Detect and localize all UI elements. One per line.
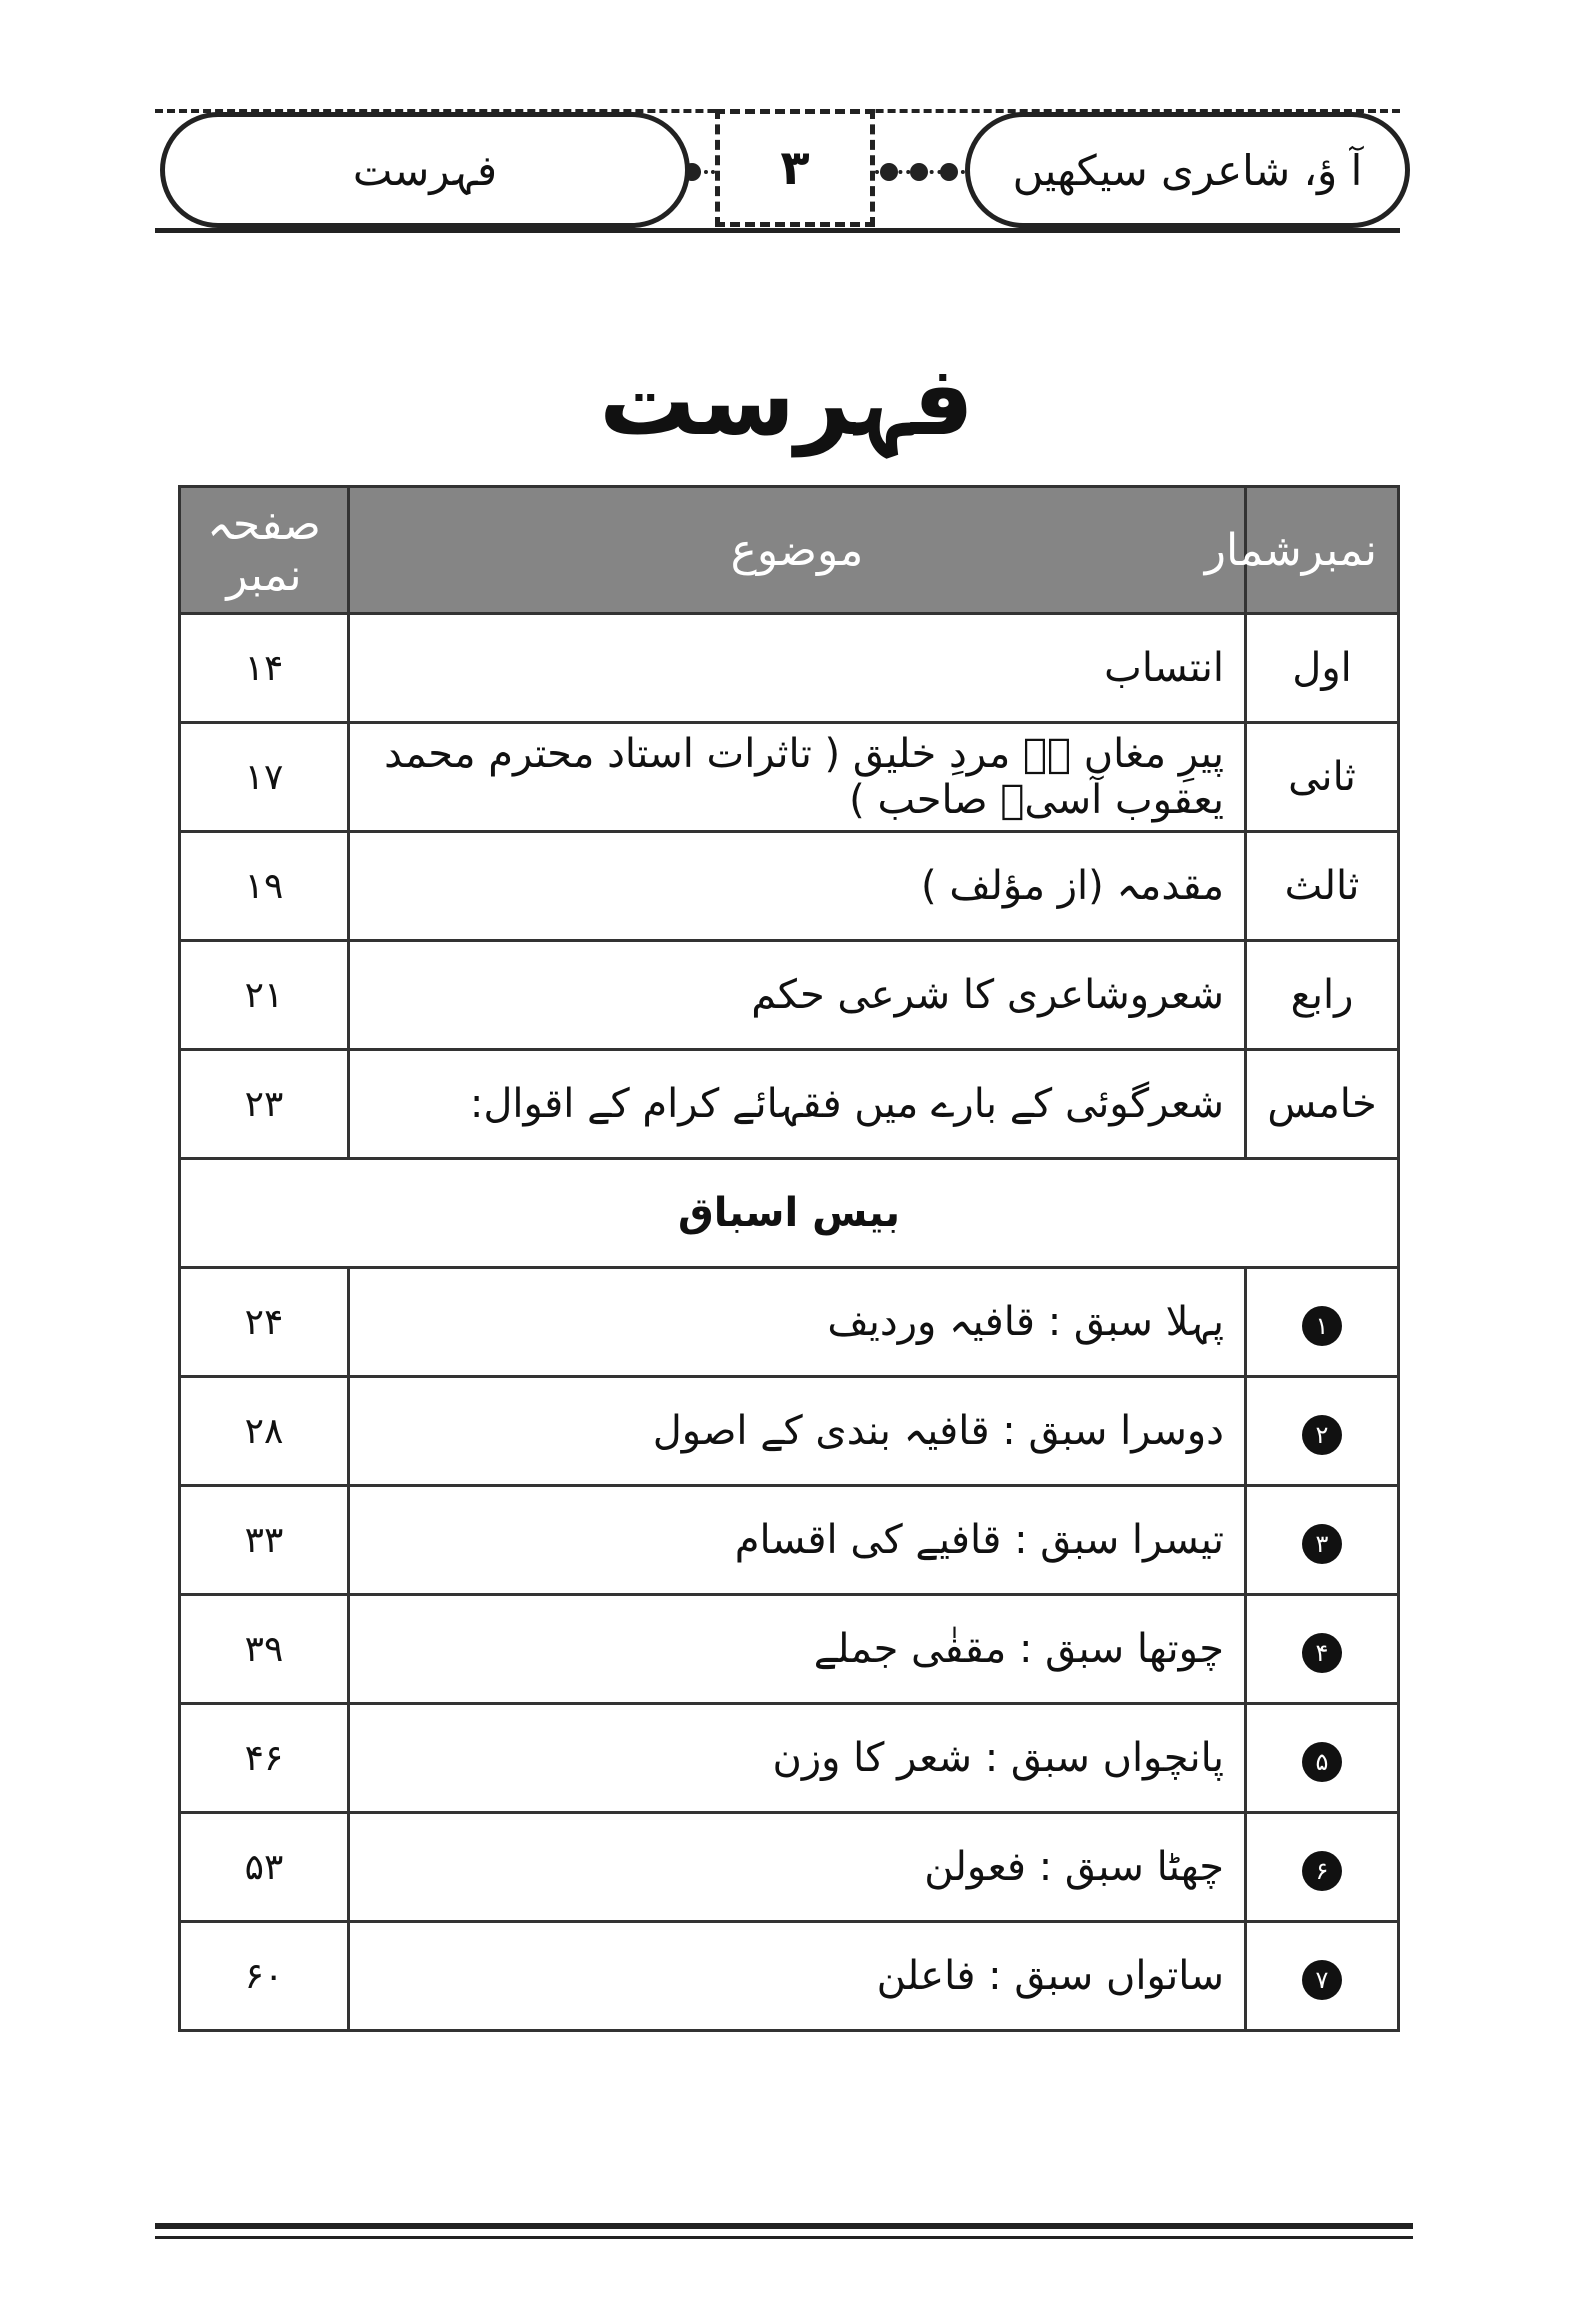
row-page: ۳۳	[180, 1486, 349, 1595]
table-row	[180, 1050, 1399, 1159]
lesson-number-cell	[1246, 1595, 1399, 1704]
lesson-number-badge: ۳	[1302, 1524, 1342, 1564]
table-row	[180, 723, 1399, 832]
table-row	[180, 941, 1399, 1050]
row-page: ۲۱	[180, 941, 349, 1050]
table-row	[180, 1268, 1399, 1377]
row-page: ۱۴	[180, 614, 349, 723]
header-section-title: فہرست	[352, 145, 498, 195]
table-row	[180, 832, 1399, 941]
row-topic: پانچواں سبق : شعر کا وزن	[349, 1704, 1246, 1813]
row-page: ۴۶	[180, 1704, 349, 1813]
lesson-number-cell	[1246, 1813, 1399, 1922]
table-row	[180, 1377, 1399, 1486]
row-topic: دوسرا سبق : قافیہ بندی کے اصول	[349, 1377, 1246, 1486]
page-title: فہرست	[599, 345, 974, 457]
chain-bead	[910, 163, 928, 181]
row-number: اول	[1246, 614, 1399, 723]
row-page: ۱۹	[180, 832, 349, 941]
column-header-topic: موضوع	[349, 487, 1246, 614]
row-topic: شعرگوئی کے بارے میں فقہائے کرام کے اقوال:	[349, 1050, 1246, 1159]
row-topic: انتساب	[349, 614, 1246, 723]
header-book-title-pill	[965, 112, 1410, 228]
lesson-number-badge: ۴	[1302, 1633, 1342, 1673]
row-topic: چھٹا سبق : فعولن	[349, 1813, 1246, 1922]
header-solid-rule	[155, 228, 1400, 233]
row-number: ثانی	[1246, 723, 1399, 832]
row-page: ۵۳	[180, 1813, 349, 1922]
lesson-number-cell	[1246, 1922, 1399, 2031]
row-page: ۲۳	[180, 1050, 349, 1159]
row-page: ۳۹	[180, 1595, 349, 1704]
section-heading-row	[180, 1159, 1399, 1268]
row-page: ۱۷	[180, 723, 349, 832]
row-topic: شعروشاعری کا شرعی حکم	[349, 941, 1246, 1050]
row-page: ۲۴	[180, 1268, 349, 1377]
table-row	[180, 1704, 1399, 1813]
row-topic: ساتواں سبق : فاعلن	[349, 1922, 1246, 2031]
chain-bead	[940, 163, 958, 181]
row-topic: چوتھا سبق : مقفٰی جملے	[349, 1595, 1246, 1704]
table-row	[180, 1486, 1399, 1595]
lesson-number-cell	[1246, 1268, 1399, 1377]
lesson-number-cell	[1246, 1486, 1399, 1595]
lesson-number-cell	[1246, 1377, 1399, 1486]
row-topic: مقدمہ (از مؤلف )	[349, 832, 1246, 941]
table-row	[180, 614, 1399, 723]
table-row	[180, 1595, 1399, 1704]
row-page: ۲۸	[180, 1377, 349, 1486]
row-number: ثالث	[1246, 832, 1399, 941]
header-book-title: آ ؤ، شاعری سیکھیں	[1012, 145, 1363, 195]
lesson-number-badge: ۱	[1302, 1306, 1342, 1346]
header-page-number: ۳	[780, 140, 810, 196]
lesson-number-badge: ۷	[1302, 1960, 1342, 2000]
table-row	[180, 1922, 1399, 2031]
row-topic: تیسرا سبق : قافیے کی اقسام	[349, 1486, 1246, 1595]
lesson-number-cell	[1246, 1704, 1399, 1813]
row-topic: پہلا سبق : قافیہ وردیف	[349, 1268, 1246, 1377]
row-page: ۶۰	[180, 1922, 349, 2031]
section-heading: بیس اسباق	[180, 1159, 1399, 1268]
column-header-number: نمبرشمار	[1246, 487, 1399, 614]
row-topic: پیرِ مغاں ہے مردِ خلیق ( تاثرات استاد محترم محمد یعقوب آسیؔ صاحب )	[349, 723, 1246, 832]
header-page-number-box	[715, 109, 875, 227]
contents-table	[178, 485, 1400, 2032]
footer-thick-rule	[155, 2223, 1413, 2229]
lesson-number-badge: ۲	[1302, 1415, 1342, 1455]
lesson-number-badge: ۶	[1302, 1851, 1342, 1891]
table-row	[180, 1813, 1399, 1922]
footer-thin-rule	[155, 2236, 1413, 2239]
column-header-page: صفحہ نمبر	[180, 487, 349, 614]
row-number: رابع	[1246, 941, 1399, 1050]
chain-bead	[880, 163, 898, 181]
lesson-number-badge: ۵	[1302, 1742, 1342, 1782]
header-section-title-pill	[160, 112, 690, 228]
table-header-row	[180, 487, 1399, 614]
row-number: خامس	[1246, 1050, 1399, 1159]
